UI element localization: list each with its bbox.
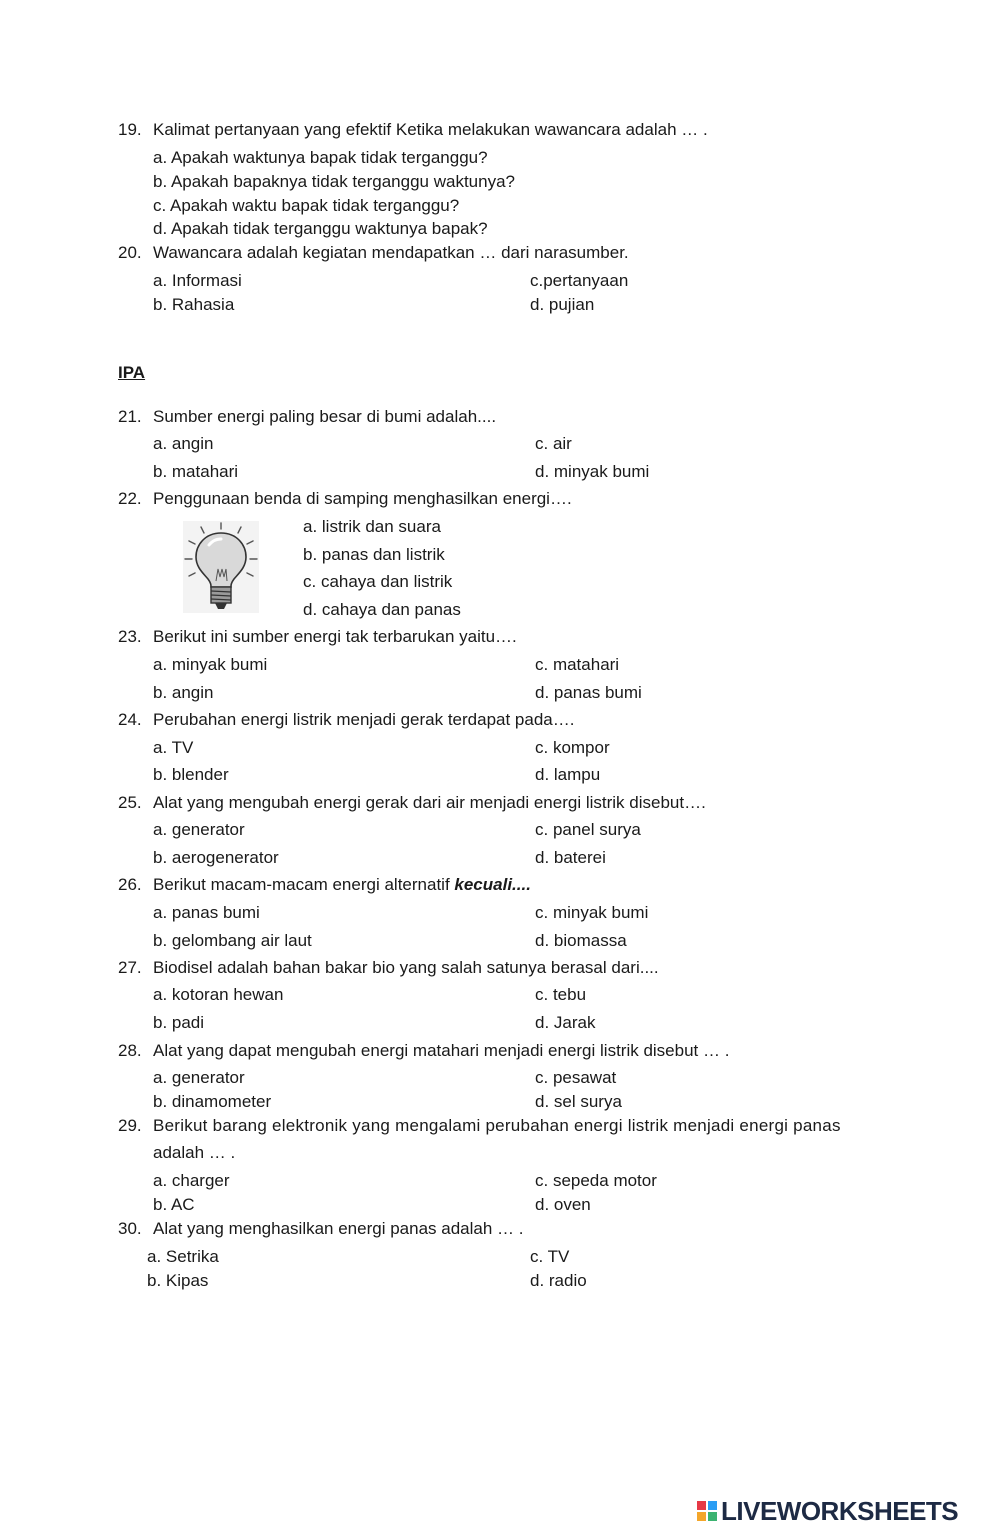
logo-square-green <box>708 1512 717 1521</box>
q23-option-a[interactable]: a. minyak bumi <box>153 655 268 674</box>
q27-option-c[interactable]: c. tebu <box>535 985 587 1004</box>
q23-option-c[interactable]: c. matahari <box>535 655 620 674</box>
q28-option-a[interactable]: a. generator <box>153 1068 245 1087</box>
q24-option-a[interactable]: a. TV <box>153 738 194 757</box>
q21-option-a[interactable]: a. angin <box>153 434 214 453</box>
logo-square-red <box>697 1501 706 1510</box>
q29-number: 29. <box>118 1116 142 1135</box>
q27-option-b[interactable]: b. padi <box>153 1013 205 1032</box>
q24-option-d[interactable]: d. lampu <box>535 765 601 784</box>
q21-option-d[interactable]: d. minyak bumi <box>535 462 650 481</box>
q30-option-a[interactable]: a. Setrika <box>147 1247 219 1266</box>
q19-option-d[interactable]: d. Apakah tidak terganggu waktunya bapak? <box>153 219 488 238</box>
q20-option-d[interactable]: d. pujian <box>530 295 595 314</box>
light-bulb-icon <box>183 521 259 613</box>
q21-option-b[interactable]: b. matahari <box>153 462 239 481</box>
q28-option-c[interactable]: c. pesawat <box>535 1068 617 1087</box>
q25-option-c[interactable]: c. panel surya <box>535 820 641 839</box>
q26-number: 26. <box>118 875 142 894</box>
q23-text: Berikut ini sumber energi tak terbarukan yaitu…. <box>153 627 517 646</box>
q24-text: Perubahan energi listrik menjadi gerak terdapat pada…. <box>153 710 575 729</box>
q27-option-d[interactable]: d. Jarak <box>535 1013 596 1032</box>
q30-number: 30. <box>118 1219 142 1238</box>
q29-option-d[interactable]: d. oven <box>535 1195 591 1214</box>
q24-option-b[interactable]: b. blender <box>153 765 229 784</box>
q24-option-c[interactable]: c. kompor <box>535 738 610 757</box>
q21-option-c[interactable]: c. air <box>535 434 572 453</box>
q19-text: Kalimat pertanyaan yang efektif Ketika melakukan wawancara adalah … . <box>153 120 708 139</box>
q26-option-c[interactable]: c. minyak bumi <box>535 903 649 922</box>
q27-option-a[interactable]: a. kotoran hewan <box>153 985 284 1004</box>
q26-text-emphasis: kecuali.... <box>454 875 531 894</box>
logo-mark-icon <box>697 1501 717 1521</box>
q21-number: 21. <box>118 407 142 426</box>
q23-number: 23. <box>118 627 142 646</box>
q27-text: Biodisel adalah bahan bakar bio yang salah satunya berasal dari.... <box>153 958 659 977</box>
q23-option-b[interactable]: b. angin <box>153 683 214 702</box>
q28-option-b[interactable]: b. dinamometer <box>153 1092 272 1111</box>
q29-text-continued: adalah … . <box>153 1143 236 1162</box>
logo-square-orange <box>697 1512 706 1521</box>
q21-text: Sumber energi paling besar di bumi adalah.... <box>153 407 497 426</box>
q19-option-a[interactable]: a. Apakah waktunya bapak tidak terganggu? <box>153 148 488 167</box>
q22-option-d[interactable]: d. cahaya dan panas <box>303 600 461 619</box>
q25-option-d[interactable]: d. baterei <box>535 848 606 867</box>
q20-option-a[interactable]: a. Informasi <box>153 271 242 290</box>
logo-square-blue <box>708 1501 717 1510</box>
q22-option-a[interactable]: a. listrik dan suara <box>303 517 441 536</box>
q28-text: Alat yang dapat mengubah energi matahari menjadi energi listrik disebut … . <box>153 1041 730 1060</box>
q29-option-b[interactable]: b. AC <box>153 1195 195 1214</box>
q29-option-c[interactable]: c. sepeda motor <box>535 1171 657 1190</box>
q24-number: 24. <box>118 710 142 729</box>
q26-option-d[interactable]: d. biomassa <box>535 931 627 950</box>
q26-text <box>153 875 531 895</box>
q30-option-c[interactable]: c. TV <box>530 1247 570 1266</box>
q29-option-a[interactable]: a. charger <box>153 1171 230 1190</box>
q22-number: 22. <box>118 489 142 508</box>
q19-number: 19. <box>118 120 142 139</box>
q20-number: 20. <box>118 243 142 262</box>
q20-text: Wawancara adalah kegiatan mendapatkan … dari narasumber. <box>153 243 629 262</box>
q25-text: Alat yang mengubah energi gerak dari air menjadi energi listrik disebut…. <box>153 793 706 812</box>
q30-option-b[interactable]: b. Kipas <box>147 1271 209 1290</box>
q25-option-a[interactable]: a. generator <box>153 820 245 839</box>
q19-option-b[interactable]: b. Apakah bapaknya tidak terganggu waktunya? <box>153 172 515 191</box>
q22-text: Penggunaan benda di samping menghasilkan energi…. <box>153 489 572 508</box>
q20-option-c[interactable]: c.pertanyaan <box>530 271 629 290</box>
q28-number: 28. <box>118 1041 142 1060</box>
q30-text: Alat yang menghasilkan energi panas adalah … . <box>153 1219 524 1238</box>
q30-option-d[interactable]: d. radio <box>530 1271 587 1290</box>
q25-option-b[interactable]: b. aerogenerator <box>153 848 279 867</box>
q29-text: Berikut barang elektronik yang mengalami perubahan energi listrik menjadi energi panas <box>153 1116 841 1135</box>
q22-option-b[interactable]: b. panas dan listrik <box>303 545 445 564</box>
q19-option-c[interactable]: c. Apakah waktu bapak tidak terganggu? <box>153 196 460 215</box>
q26-option-b[interactable]: b. gelombang air laut <box>153 931 312 950</box>
q20-option-b[interactable]: b. Rahasia <box>153 295 235 314</box>
q27-number: 27. <box>118 958 142 977</box>
q26-option-a[interactable]: a. panas bumi <box>153 903 260 922</box>
q25-number: 25. <box>118 793 142 812</box>
q28-option-d[interactable]: d. sel surya <box>535 1092 622 1111</box>
logo-text: LIVEWORKSHEETS <box>721 1495 959 1526</box>
q22-option-c[interactable]: c. cahaya dan listrik <box>303 572 453 591</box>
liveworksheets-logo[interactable] <box>697 1496 958 1526</box>
section-title-ipa: IPA <box>118 363 146 382</box>
q23-option-d[interactable]: d. panas bumi <box>535 683 642 702</box>
q26-text-main: Berikut macam-macam energi alternatif <box>153 875 455 894</box>
